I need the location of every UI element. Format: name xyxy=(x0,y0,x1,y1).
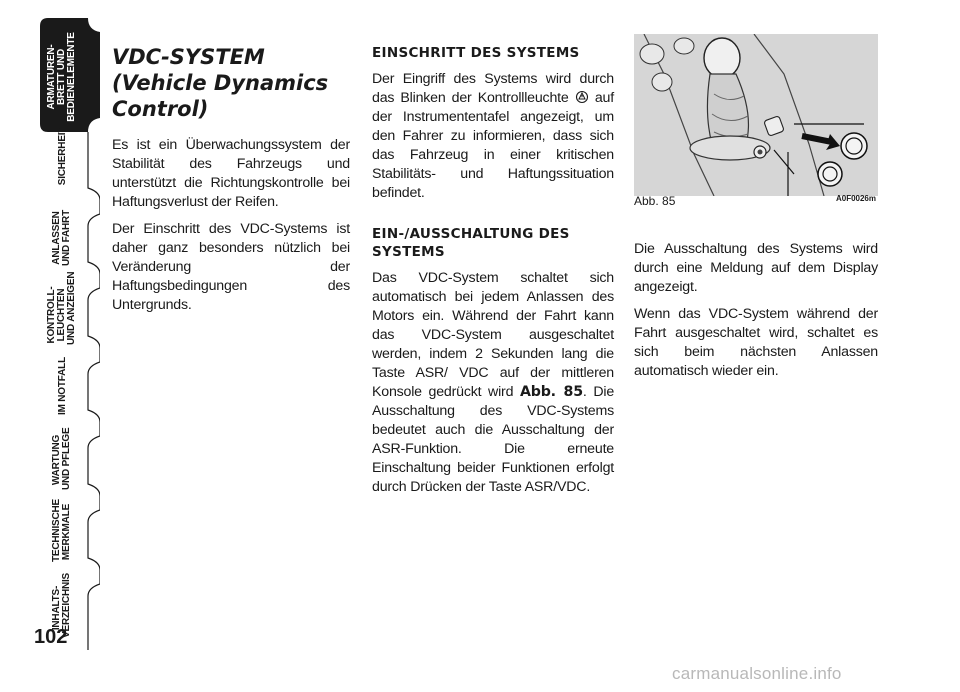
tab-divider-line xyxy=(88,132,100,650)
tab-im-notfall[interactable]: IM NOTFALL xyxy=(57,357,68,415)
tab-wartung[interactable]: WARTUNG UND PFLEGE xyxy=(51,427,72,490)
watermark: carmanualsonline.info xyxy=(672,664,842,683)
figure-code: A0F0026m xyxy=(835,194,876,203)
chapter-sidebar xyxy=(0,0,100,692)
center-console-drawing xyxy=(634,34,878,196)
paragraph-auto-reenable: Wenn das VDC-System während der Fahrt ausgeschaltet wird, schaltet es sich beim nächsten Anlassen automatisch wieder ein. xyxy=(634,306,878,379)
section-title: VDC-SYSTEM (Vehicle Dynamics Control) xyxy=(112,45,329,121)
paragraph-einschritt xyxy=(372,70,614,203)
text-ausschaltung-b: . Die Ausschaltung des VDC-Systems bedeutet auch die Ausschaltung der ASR-Funktion. Die erneute Einschaltung beider Funktionen erfolgt durch Drücken der Taste ASR/VDC. xyxy=(372,384,615,495)
heading-ein-ausschaltung: EIN-/AUSSCHALTUNG DES SYSTEMS xyxy=(372,226,570,260)
tab-inhaltsverzeichnis[interactable]: INHALTS- VERZEICHNIS xyxy=(51,572,72,638)
column-2 xyxy=(372,44,614,505)
tab-technische-merkmale[interactable]: TECHNISCHE MERKMALE xyxy=(51,498,72,562)
figure-caption: Abb. 85 xyxy=(634,194,676,208)
text-ausschaltung-a: Das VDC-System schaltet sich automatisch bei jedem Anlassen des Motors ein. Während der Fahrt kann das VDC-System ausgeschaltet werden, indem 2 Sekunden lang die Taste ASR/ VDC auf der mittleren Konsole gedrückt wird xyxy=(372,270,614,400)
paragraph-usefulness: Der Einschritt des VDC-Systems ist daher ganz besonders nützlich bei Veränderung der Haftungsbedingungen des Untergrunds. xyxy=(112,221,350,313)
figure-85 xyxy=(634,34,878,222)
tab-sicherheit[interactable]: SICHERHEIT xyxy=(57,126,68,186)
console-illustration xyxy=(634,34,878,196)
column-3 xyxy=(634,34,878,389)
text-einschritt-a: Der Eingriff des Systems wird durch das Blinken der Kontrollleuchte xyxy=(372,71,614,106)
text-einschritt-b: auf der Instrumententafel angezeigt, um den Fahrer zu informieren, dass sich das Fahrzeug in einer kritischen Stabilitäts- und Haftungssituation befindet. xyxy=(372,90,614,201)
heading-einschritt: EINSCHRITT DES SYSTEMS xyxy=(372,45,580,61)
paragraph-display-message: Die Ausschaltung des Systems wird durch eine Meldung auf dem Display angezeigt. xyxy=(634,241,878,295)
tab-anlassen[interactable]: ANLASSEN UND FAHRT xyxy=(51,210,72,266)
paragraph-ausschaltung xyxy=(372,269,614,497)
page-number: 102 xyxy=(34,626,68,648)
column-1 xyxy=(112,44,350,323)
paragraph-intro: Es ist ein Überwachungssystem der Stabilität des Fahrzeugs und unterstützt die Richtungskontrolle bei Haftungsverlust der Reifen. xyxy=(112,137,350,210)
tab-kontrollleuchten[interactable]: KONTROLL- LEUCHTEN UND ANZEIGEN xyxy=(46,271,77,345)
tab-armaturenbrett[interactable]: ARMATUREN- BRETT UND BEDIENELEMENTE xyxy=(46,32,77,122)
figure-reference-link[interactable]: Abb. 85 xyxy=(519,384,583,400)
vdc-warning-light-icon xyxy=(575,90,589,104)
